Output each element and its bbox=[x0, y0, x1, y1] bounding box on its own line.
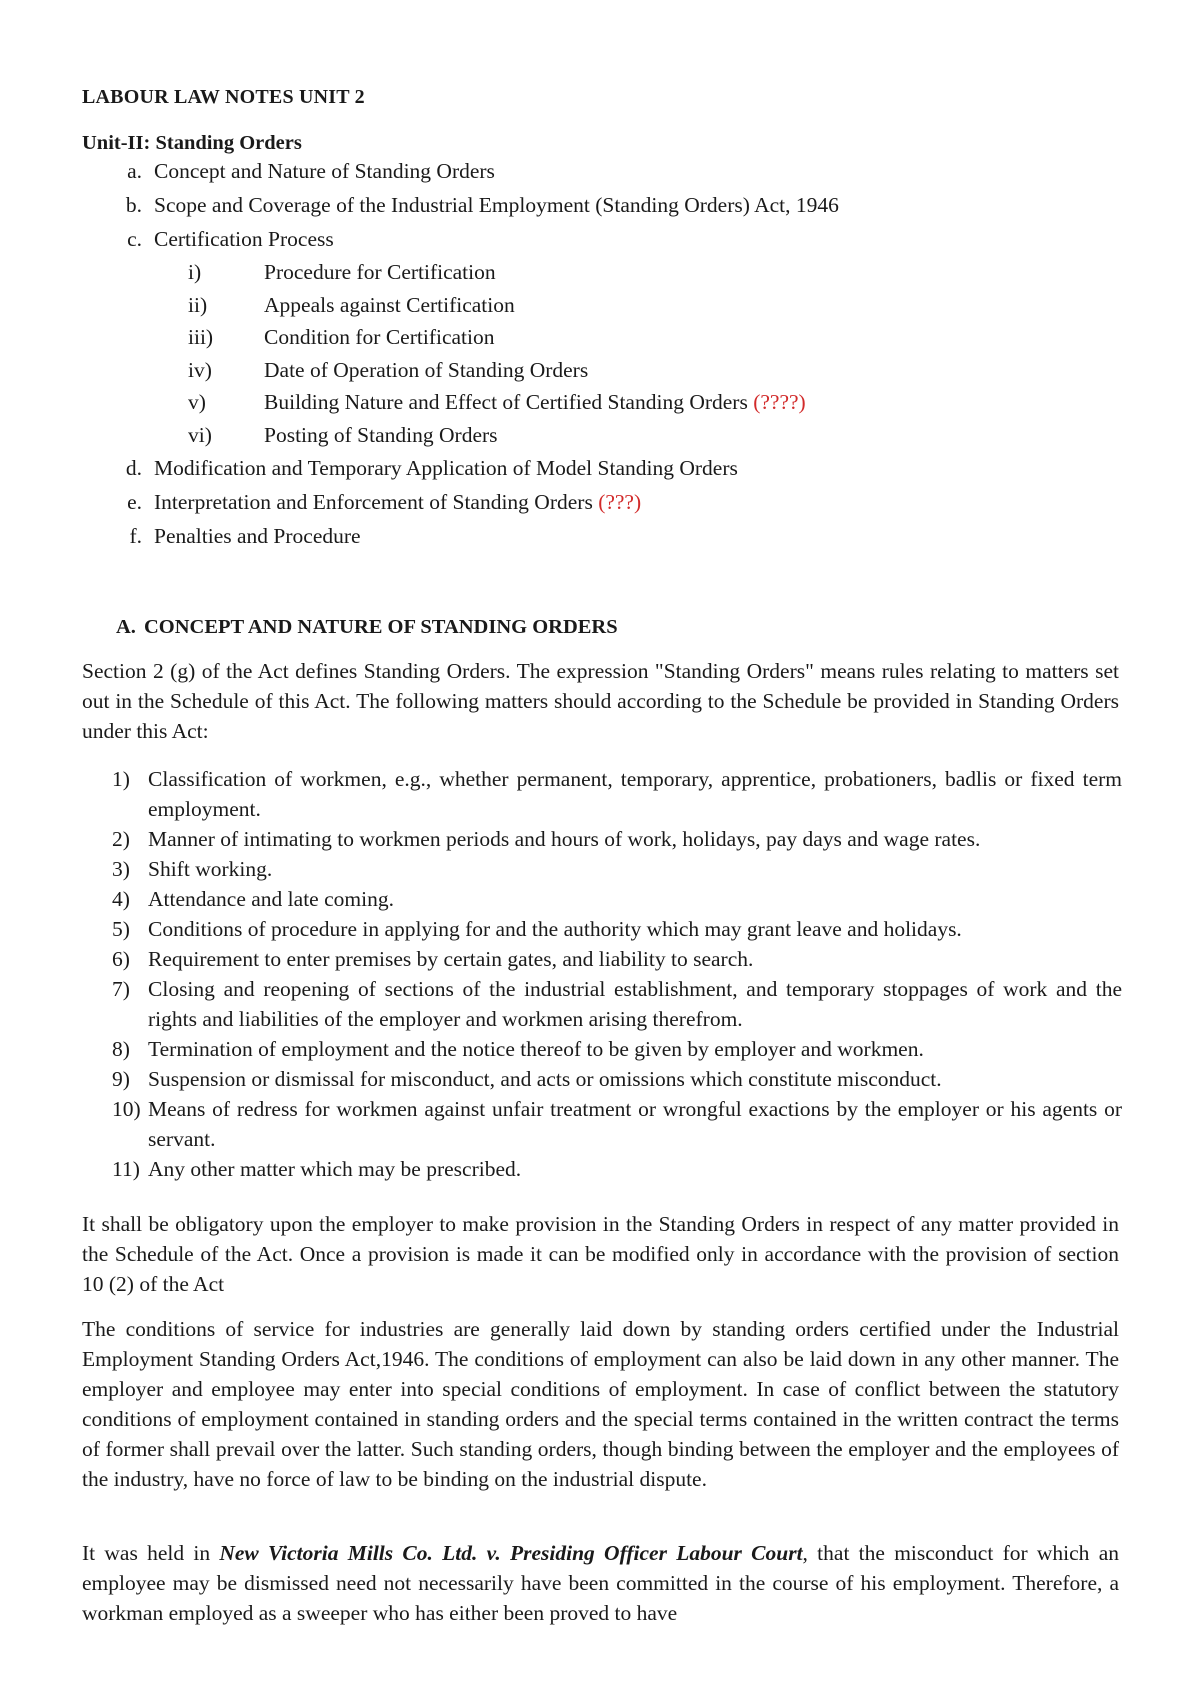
document-title: LABOUR LAW NOTES UNIT 2 bbox=[82, 86, 365, 108]
schedule-matter-text: Suspension or dismissal for misconduct, and acts or omissions which constitute misconduct. bbox=[148, 1067, 942, 1091]
outline-item-text bbox=[154, 519, 361, 553]
schedule-matter-number: 3) bbox=[112, 857, 130, 881]
outline-subitem-text bbox=[264, 256, 496, 288]
outline-subitem-marker: ii) bbox=[188, 292, 208, 317]
paragraph-obligatory: It shall be obligatory upon the employer to make provision in the Standing Orders in respect of any matter provided in the Schedule of the Act. Once a provision is made it can be modified only in accordance with the provision of section 10 (2) of the Act bbox=[82, 1212, 1119, 1296]
outline-text: Penalties and Procedure bbox=[154, 524, 361, 548]
schedule-matter-number: 7) bbox=[112, 977, 130, 1001]
schedule-matter-number: 10) bbox=[112, 1097, 141, 1121]
outline-item-marker: a. bbox=[127, 159, 142, 183]
schedule-matter-number: 11) bbox=[112, 1157, 140, 1181]
schedule-matter-item bbox=[82, 1094, 1122, 1154]
schedule-matter-text: Attendance and late coming. bbox=[148, 887, 394, 911]
outline-subitem bbox=[82, 386, 1122, 419]
outline-item-text bbox=[154, 451, 738, 485]
outline-item bbox=[82, 188, 1122, 222]
case-name: New Victoria Mills Co. Ltd. v. Presiding Officer Labour Court bbox=[219, 1541, 803, 1565]
outline-item-text bbox=[154, 154, 495, 188]
outline-item-text bbox=[154, 485, 641, 519]
schedule-matter-text: Manner of intimating to workmen periods and hours of work, holidays, pay days and wage rates. bbox=[148, 827, 981, 851]
outline-item-marker: b. bbox=[125, 193, 142, 217]
outline-subitem-marker: iv) bbox=[188, 357, 212, 382]
schedule-matter-item bbox=[82, 914, 1122, 944]
schedule-matter-number: 9) bbox=[112, 1067, 130, 1091]
schedule-matter-item bbox=[82, 824, 1122, 854]
question-mark-annotation: (????) bbox=[753, 390, 806, 414]
schedule-matter-number: 1) bbox=[112, 767, 130, 791]
outline-subitem-marker: i) bbox=[188, 260, 202, 284]
outline-item bbox=[82, 154, 1122, 188]
question-mark-annotation: (???) bbox=[598, 490, 642, 514]
outline-text: Interpretation and Enforcement of Standing Orders bbox=[154, 490, 593, 514]
outline-item bbox=[82, 222, 1122, 256]
schedule-matter-item bbox=[82, 884, 1122, 914]
outline-subitem bbox=[82, 354, 1122, 387]
schedule-matter-text: Closing and reopening of sections of the industrial establishment, and temporary stoppages of work and the rights and liabilities of the employer and workmen arising therefrom. bbox=[148, 977, 1122, 1031]
outline-subitem-marker: iii) bbox=[188, 325, 214, 349]
section-a-heading bbox=[116, 612, 618, 642]
outline-subitem bbox=[82, 321, 1122, 354]
outline-text: Scope and Coverage of the Industrial Employment (Standing Orders) Act, 1946 bbox=[154, 193, 839, 217]
schedule-matter-number: 8) bbox=[112, 1037, 130, 1061]
schedule-matter-item bbox=[82, 1034, 1122, 1064]
schedule-matter-item bbox=[82, 974, 1122, 1034]
outline-subitem bbox=[82, 289, 1122, 322]
schedule-matter-text: Shift working. bbox=[148, 857, 273, 881]
outline-subitem-text bbox=[264, 289, 515, 321]
schedule-matter-item bbox=[82, 944, 1122, 974]
schedule-matter-number: 4) bbox=[112, 887, 130, 911]
schedule-matter-text: Classification of workmen, e.g., whether permanent, temporary, apprentice, probationers, badlis or fixed term employment. bbox=[148, 767, 1122, 821]
outline-text: Procedure for Certification bbox=[264, 260, 496, 284]
section-a-title: CONCEPT AND NATURE OF STANDING ORDERS bbox=[144, 616, 618, 638]
outline-item bbox=[82, 485, 1122, 519]
schedule-matter-text: Conditions of procedure in applying for and the authority which may grant leave and holidays. bbox=[148, 917, 962, 941]
schedule-matter-text: Means of redress for workmen against unfair treatment or wrongful exactions by the employer or his agents or servant. bbox=[148, 1097, 1122, 1151]
schedule-matter-number: 5) bbox=[112, 917, 130, 941]
outline-text: Posting of Standing Orders bbox=[264, 422, 498, 447]
outline-text: Appeals against Certification bbox=[264, 292, 515, 317]
outline-text: Concept and Nature of Standing Orders bbox=[154, 159, 495, 183]
outline-item bbox=[82, 451, 1122, 485]
outline-subitem bbox=[82, 419, 1122, 452]
paragraph-case-law bbox=[82, 1538, 1119, 1628]
outline-subitem-text bbox=[264, 419, 498, 451]
outline-item-marker: c. bbox=[127, 227, 142, 251]
case-lead-text: It was held in bbox=[82, 1541, 211, 1565]
schedule-matter-text: Requirement to enter premises by certain gates, and liability to search. bbox=[148, 947, 754, 971]
schedule-matter-item bbox=[82, 854, 1122, 884]
outline-item-text bbox=[154, 188, 839, 222]
outline-item-marker: e. bbox=[127, 490, 142, 514]
schedule-matter-number: 2) bbox=[112, 827, 130, 851]
outline-subitem bbox=[82, 256, 1122, 289]
outline-item-marker: f. bbox=[129, 524, 142, 548]
outline-text: Building Nature and Effect of Certified Standing Orders bbox=[264, 390, 748, 414]
schedule-matter-text: Any other matter which may be prescribed. bbox=[148, 1157, 522, 1181]
schedule-matter-item bbox=[82, 1064, 1122, 1094]
schedule-matter-number: 6) bbox=[112, 947, 130, 971]
section-a-intro: Section 2 (g) of the Act defines Standing Orders. The expression "Standing Orders" means rules relating to matters set out in the Schedule of this Act. The following matters should according to the Schedule be provided in Standing Orders under this Act: bbox=[82, 659, 1119, 743]
section-a-letter: A. bbox=[116, 616, 136, 638]
outline-item-marker: d. bbox=[125, 456, 142, 480]
unit-outline bbox=[82, 154, 1122, 553]
schedule-matter-text: Termination of employment and the notice thereof to be given by employer and workmen. bbox=[148, 1037, 924, 1061]
outline-subitem-marker: v) bbox=[188, 390, 206, 414]
outline-item-text bbox=[154, 222, 334, 256]
paragraph-conditions-of-service: The conditions of service for industries are generally laid down by standing orders certified under the Industrial Employment Standing Orders Act,1946. The conditions of employment can also be laid down in any other manner. The employer and employee may enter into special conditions of employment. In case of conflict between the statutory conditions of employment contained in standing orders and the special terms contained in the written contract the terms of former shall prevail over the latter. Such standing orders, though binding between the employer and the employees of the industry, have no force of law to be binding on the industrial dispute. bbox=[82, 1317, 1119, 1491]
outline-text: Certification Process bbox=[154, 227, 334, 251]
schedule-matters-list bbox=[82, 764, 1122, 1184]
outline-item bbox=[82, 519, 1122, 553]
outline-subitem-text bbox=[264, 354, 588, 386]
outline-text: Condition for Certification bbox=[264, 325, 495, 349]
unit-heading: Unit-II: Standing Orders bbox=[82, 132, 302, 154]
outline-subitem-text bbox=[264, 321, 495, 353]
schedule-matter-item bbox=[82, 1154, 1122, 1184]
outline-text: Modification and Temporary Application of Model Standing Orders bbox=[154, 456, 738, 480]
outline-subitem-text bbox=[264, 386, 806, 418]
outline-text: Date of Operation of Standing Orders bbox=[264, 357, 589, 382]
outline-subitem-marker: vi) bbox=[188, 422, 212, 447]
schedule-matter-item bbox=[82, 764, 1122, 824]
case-rest-text: , that the misconduct for which an employee may be dismissed need not necessarily have been committed in the course of his employment. Therefore, a workman employed as a sweeper who has either been proved to have bbox=[82, 1541, 1119, 1625]
